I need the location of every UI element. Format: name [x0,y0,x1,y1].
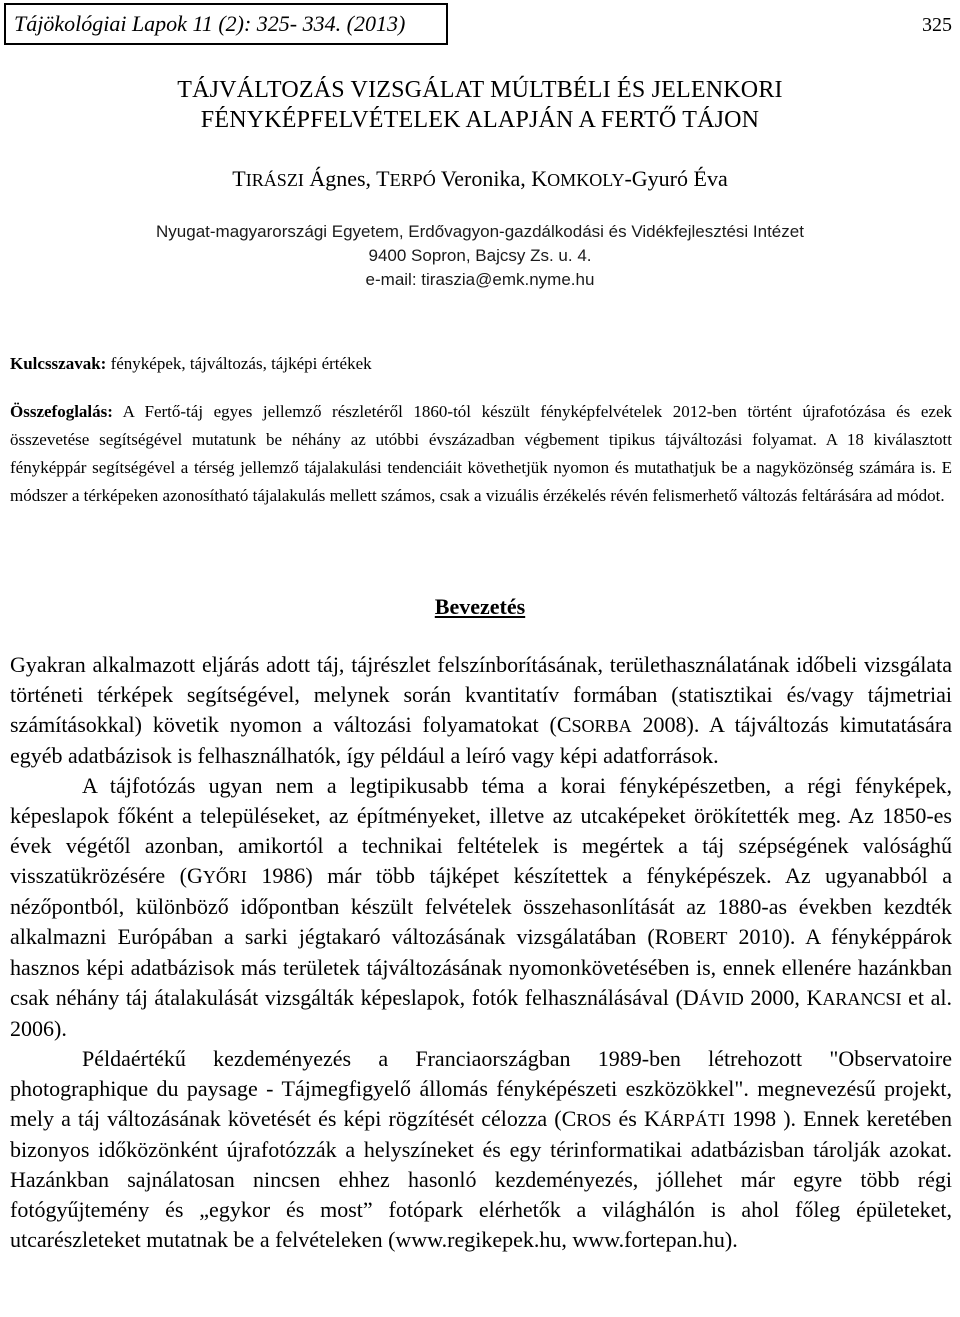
author-3-given: -Gyuró Éva [624,166,728,191]
paragraph-2 [10,771,952,1044]
page-number: 325 [922,14,952,36]
citation-initial: K [806,985,823,1010]
abstract [10,398,952,510]
citation-surname: ÁVID [698,989,744,1009]
author-1-given: Ágnes, [303,166,377,191]
citation-initial: G [186,863,203,888]
section-heading: Bevezetés [434,594,526,619]
author-3-initial: K [531,166,548,191]
author-1-initial: T [232,166,246,191]
affiliation-institution: Nyugat-magyarországi Egyetem, Erdővagyon-gazdálkodási és Vidékfejlesztési Intézet [156,222,804,241]
text-span: 2010). A fényképpárok hasznos képi adatbázisok más területek tájváltozásának nyomonkövetésében is, ennek ellenére hazánkban csak néhány táj átalakulását vizsgálták képeslapok, fotók felhasználásával ( [10,924,952,1010]
citation-surname: ÁRPÁTI [659,1110,725,1130]
citation-initial: R [654,924,670,949]
citation-surname: ARANCSI [822,989,902,1009]
text-span: 2000, [743,985,807,1010]
affiliation-address: 9400 Sopron, Bajcsy Zs. u. 4. [368,246,592,265]
affiliation-email: e-mail: tiraszia@emk.nyme.hu [365,270,595,289]
citation-initial: C [556,712,572,737]
abstract-text: A Fertő-táj egyes jellemző részletéről 1860-tól készült fényképfelvételek 2012-ben történt újrafotózása és ezek összevetése segítségével mutatunk be néhány az utóbbi évszázadban végbement tipikus tájváltozási folyamat. A 18 kiválasztott fényképpár segítségével a térség jellemző tájalakulási tendenciáit követhetjük nyomon és mutathatjuk be a nagyközönség számára is. E módszer a térképeken azonosítható tájalakulás mellett számos, csak a vizuális érzékelés révén felismerhető változás feltárására ad módot. [10,402,952,505]
keywords [10,352,952,376]
author-2-initial: T [376,166,390,191]
abstract-label: Összefoglalás: [10,402,113,421]
keywords-label: Kulcsszavak: [10,354,107,373]
title-line-1: TÁJVÁLTOZÁS VIZSGÁLAT MÚLTBÉLI ÉS JELENKORI [177,77,783,103]
citation-initial: K [643,1106,660,1131]
keywords-text: fényképek, tájváltozás, tájképi értékek [106,354,372,373]
citation-surname: SORBA [571,716,632,736]
body-text [10,650,952,1255]
author-1-surname: IRÁSZI [245,170,304,190]
affiliation [0,220,960,292]
citation-surname: ROS [576,1110,612,1130]
citation-initial: C [561,1106,577,1131]
author-3-surname: OMKOLY [547,170,625,190]
author-2-surname: ERPÓ [389,170,436,190]
citation-surname: OBERT [669,928,728,948]
citation-initial: D [682,985,699,1010]
text-span: és [611,1106,644,1131]
text-span: Gyakran alkalmazott eljárás adott táj, tájrészlet felszínborításának, területhasználatának időbeli vizsgálata történeti térképek segítségével, melynek során kvantitatív formában (statisztikai és/vagy tájmetriai számításokkal) követik nyomon a változási folyamatokat ( [10,652,952,737]
article-title [0,75,960,135]
paragraph-3 [10,1044,952,1255]
author-2-given: Veronika, [435,166,532,191]
text-span: Példaértékű kezdeményezés a Franciaországban 1989-ben létrehozott "Observatoire photographique du paysage - Tájmegfigyelő állomás fényképészeti eszközökkel". megnevezésű projekt, mely a táj változásának követését és képi rögzítését célozza ( [10,1046,952,1131]
text-span: 2008). A tájváltozás kimutatására egyéb adatbázisok is felhasználhatók, így például a leíró vagy képi adatforrások. [10,712,952,768]
citation-surname: YŐRI [202,867,247,887]
author-list [0,165,960,194]
text-span: A tájfotózás ugyan nem a legtipikusabb téma a korai fényképészetben, a régi fényképek, képeslapok főként a településeket, az építményeket, illetve az utcaképeket örökítették meg. Az 1850-es évek végétől azonban, amikortól a technikai feltételek is megértek a táj szépségének valósághű visszatükrözésére ( [10,773,952,888]
text-span: 1986) már több tájképet készítettek a fényképészek. Az ugyanabból a nézőpontból, különböző időpontban készült felvételek összehasonlítását az 1880-as években kezdték alkalmazni Európában a sarki jégtakaró változásának vizsgálatában ( [10,863,952,949]
text-span: 1998 ). Ennek keretében bizonyos időközönként újrafotózzák a helyszíneket és egy térinformatikai adatbázisban tárolják azokat. Hazánkban sajnálatosan nincsen ehhez hasonló kezdeményezés, jóllehet már egyre több régi fotógyűjtemény és „egykor és most” fotópark elérhetők a világhálón is ahol főleg épületeket, utcarészleteket mutatnak be a felvételeken (www.regikepek.hu, www.fortepan.hu). [10,1106,953,1252]
paragraph-1 [10,650,952,771]
text-span: et al. 2006). [10,985,952,1041]
title-line-2: FÉNYKÉPFELVÉTELEK ALAPJÁN A FERTŐ TÁJON [200,107,760,133]
journal-citation: Tájökológiai Lapok 11 (2): 325- 334. (2013) [4,3,448,45]
